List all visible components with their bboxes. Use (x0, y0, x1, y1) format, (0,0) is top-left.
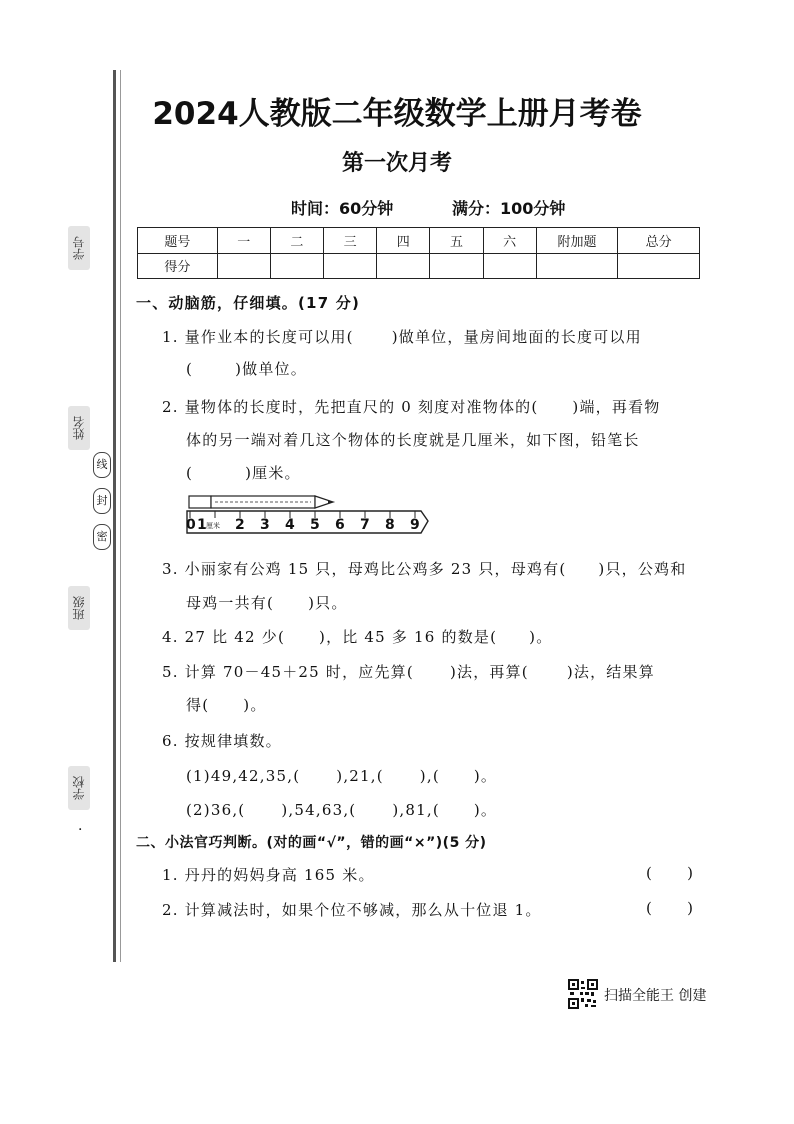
judge-q1-answer[interactable] (646, 864, 694, 882)
ruler-tick-label: 7 (360, 517, 370, 533)
q6-s2-text-d: )。 (473, 801, 498, 819)
score-table-score-row (138, 253, 700, 279)
score-header-cell: 二 (270, 228, 323, 254)
ruler-tick-label: 9 (410, 517, 420, 533)
q6-sub2 (186, 799, 497, 820)
q6-sub1 (186, 765, 497, 786)
q3-text-d: )只。 (308, 594, 348, 612)
page-subtitle: 第一次月考 (341, 151, 452, 176)
student-id-label: 学号 (68, 226, 90, 270)
ruler-tick-label: 8 (385, 517, 395, 533)
q2-line2: 体的另一端对着几这个物体的长度就是几厘米，如下图，铅笔长 (186, 431, 640, 449)
q2-line3 (186, 462, 301, 483)
judge-paren-close: ) (687, 864, 695, 882)
ruler-tick-label: 4 (285, 517, 295, 533)
q3-line1 (162, 558, 686, 579)
ruler-tick-label: 1 (197, 517, 207, 533)
q4-text-a: 4. 27 比 42 少( (162, 628, 286, 646)
score-header-cell: 五 (430, 228, 483, 254)
q2-text-d: )厘米。 (245, 464, 301, 482)
q6-s1-text-b: ),21,( (336, 767, 384, 785)
judge-q2-answer[interactable] (646, 899, 694, 917)
section2-title: 二、小法官巧判断。(对的画“√”，错的画“×”)(5 分) (136, 835, 487, 851)
class-label: 班级 (68, 586, 90, 630)
score-header-cell: 总分 (618, 228, 700, 254)
q1-text-d: )做单位。 (235, 360, 307, 378)
score-cell[interactable] (217, 253, 270, 279)
score-header-cell: 四 (377, 228, 430, 254)
score-cell[interactable] (270, 253, 323, 279)
ruler-unit-label: 厘米 (206, 522, 220, 530)
q5-text-e: )。 (243, 696, 267, 714)
ruler-tick-label: 6 (335, 517, 345, 533)
score-cell[interactable] (483, 253, 536, 279)
judge-q1: 1. 丹丹的妈妈身高 165 米。 (162, 866, 375, 884)
q6-s2-text-b: ),54,63,( (281, 801, 357, 819)
score-header-cell: 题号 (138, 228, 218, 254)
score-header-cell: 六 (483, 228, 536, 254)
score-header-cell: 附加题 (536, 228, 618, 254)
q2-text-b: )端，再看物 (572, 398, 661, 416)
pencil-ruler-figure (185, 493, 430, 543)
pencil-icon (189, 496, 335, 508)
scanner-watermark: 扫描全能王 创建 (604, 988, 707, 1004)
q5-text-c: )法，结果算 (566, 663, 655, 681)
judge-paren-close: ) (687, 899, 695, 917)
q5-text-b: )法，再算( (449, 663, 529, 681)
score-cell[interactable] (377, 253, 430, 279)
q4-line (162, 626, 552, 647)
q1-line1 (162, 326, 642, 347)
q1-text-a: 1. 量作业本的长度可以用( (162, 328, 354, 346)
q1-text-b: )做单位，量房间地面的长度可以用 (391, 328, 642, 346)
judge-paren-open: ( (646, 899, 654, 917)
seal-char-secret: 密 (93, 524, 111, 550)
section1-title: 一、动脑筋，仔细填。(17 分) (136, 294, 361, 312)
q4-text-c: )。 (529, 628, 553, 646)
score-cell[interactable] (618, 253, 700, 279)
seal-char-line: 线 (93, 452, 111, 478)
q6-s1-text-d: )。 (473, 767, 498, 785)
score-header-cell: 三 (324, 228, 377, 254)
q1-text-c: ( (186, 360, 194, 378)
q1-line2 (186, 358, 307, 379)
exam-time: 时间：60分钟 (291, 199, 394, 218)
q6-s1-text-a: (1)49,42,35,( (186, 767, 301, 785)
page-title: 2024人教版二年级数学上册月考卷 (152, 96, 642, 132)
judge-q2: 2. 计算减法时，如果个位不够减，那么从十位退 1。 (162, 901, 542, 919)
ruler-tick-label: 2 (235, 517, 245, 533)
score-header-cell: 一 (217, 228, 270, 254)
q5-text-d: 得( (186, 696, 210, 714)
q3-line2 (186, 592, 348, 613)
q6-s1-text-c: ),( (419, 767, 440, 785)
ruler-tick-label: 0 (186, 517, 196, 533)
q6-s2-text-c: ),81,( (392, 801, 440, 819)
score-cell[interactable] (430, 253, 483, 279)
q3-text-a: 3. 小丽家有公鸡 15 只，母鸡比公鸡多 23 只，母鸡有( (162, 560, 567, 578)
q6-title: 6. 按规律填数。 (162, 732, 282, 750)
q4-text-b: )，比 45 多 16 的数是( (319, 628, 498, 646)
score-cell[interactable] (536, 253, 618, 279)
score-table-header-row (138, 228, 700, 254)
seal-char-seal: 封 (93, 488, 111, 514)
q5-text-a: 5. 计算 70－45＋25 时，应先算( (162, 663, 414, 681)
q6-s2-text-a: (2)36,( (186, 801, 246, 819)
q3-text-c: 母鸡一共有( (186, 594, 275, 612)
binding-dot: · (78, 822, 83, 838)
exam-full-score: 满分：100分钟 (452, 199, 566, 218)
score-row-label: 得分 (138, 253, 218, 279)
q2-line1 (162, 396, 660, 417)
score-table (137, 227, 700, 279)
binding-line (113, 70, 116, 962)
q2-text-c: ( (186, 464, 194, 482)
binding-line-inner (120, 70, 121, 962)
name-label: 姓名 (68, 406, 90, 450)
q5-line1 (162, 661, 655, 682)
ruler-tick-labels (185, 517, 430, 533)
score-cell[interactable] (324, 253, 377, 279)
judge-paren-open: ( (646, 864, 654, 882)
school-label: 学校 (68, 766, 90, 810)
q2-text-a: 2. 量物体的长度时，先把直尺的 0 刻度对准物体的( (162, 398, 539, 416)
ruler-tick-label: 3 (260, 517, 270, 533)
q3-text-b: )只，公鸡和 (598, 560, 687, 578)
qr-code-icon (568, 979, 598, 1009)
q5-line2 (186, 694, 267, 715)
ruler-tick-label: 5 (310, 517, 320, 533)
